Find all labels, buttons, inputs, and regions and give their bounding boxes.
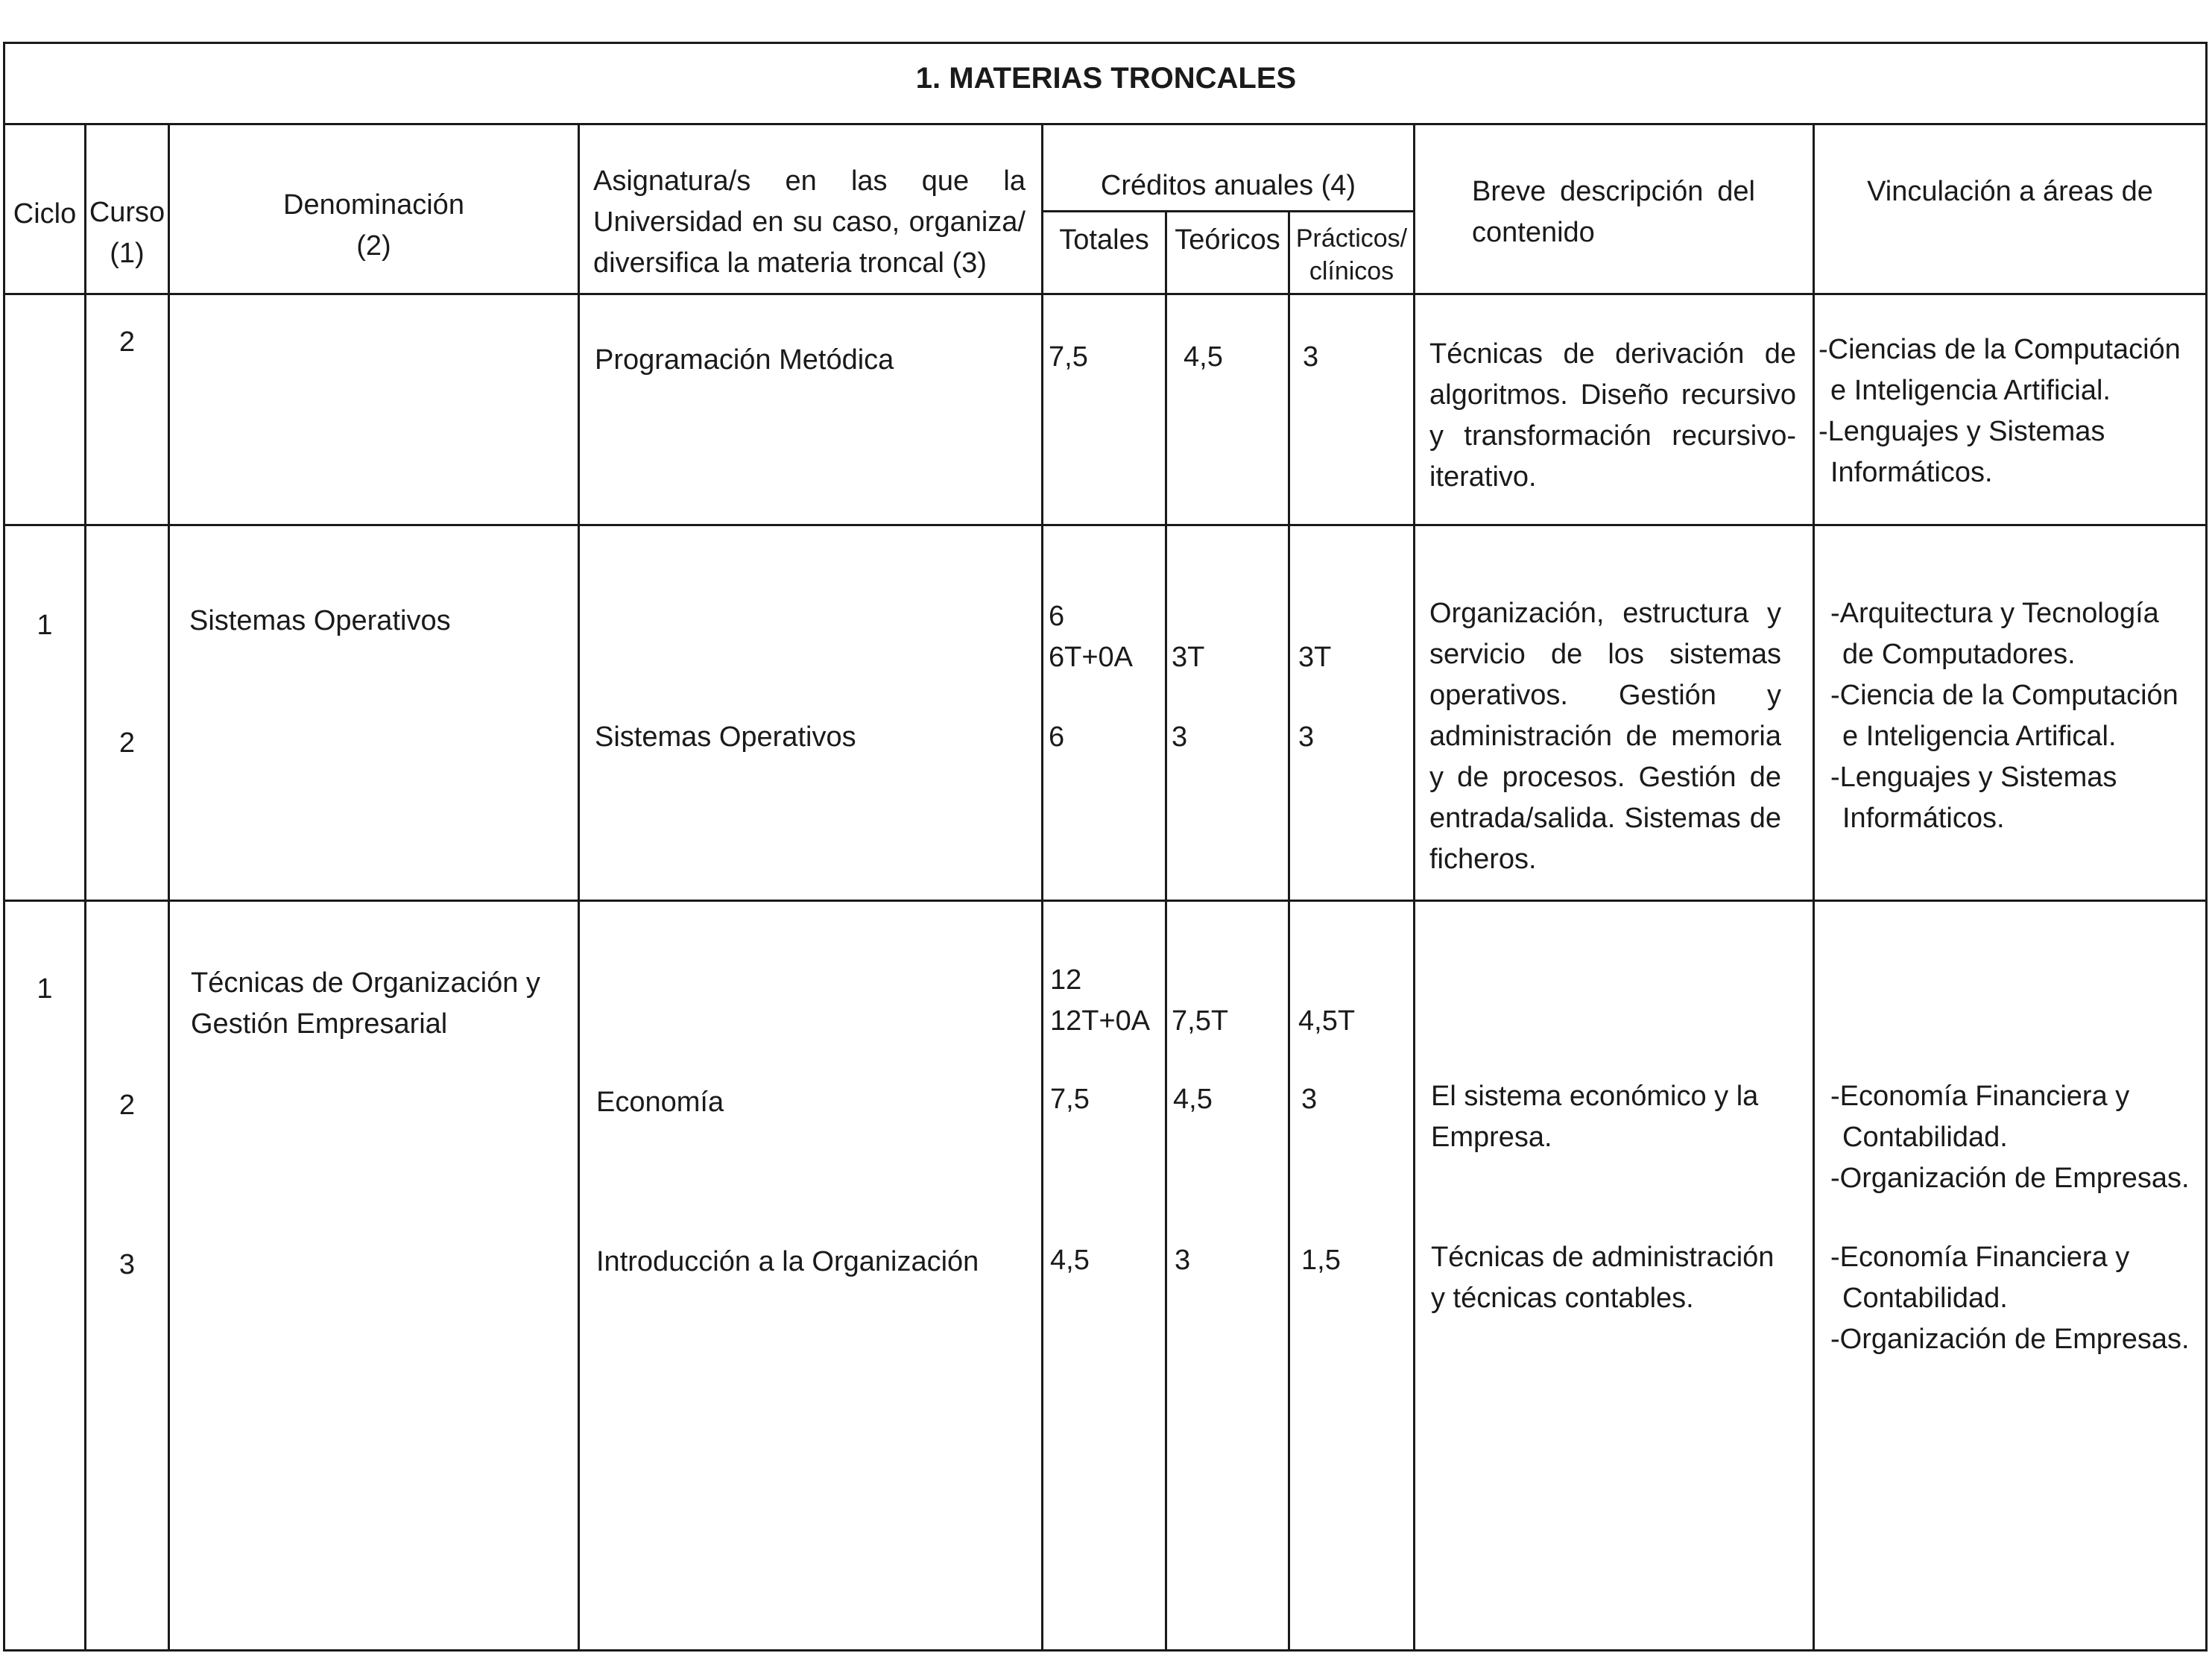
totales-line: 12T+0A [1050, 1005, 1151, 1037]
totales-line: 12 [1050, 964, 1082, 996]
header-curso-note: (1) [110, 238, 145, 269]
descripcion-cell [1431, 1237, 1774, 1319]
credits-subheader-divider [1041, 210, 1415, 212]
vinculacion-line: -Ciencias de la Computación [1818, 334, 2181, 365]
teoricos-cell: 3T [1172, 642, 1205, 673]
asignatura-cell: Sistemas Operativos [595, 721, 856, 753]
header-denominacion-note: (2) [356, 230, 391, 262]
practicos-cell: 3 [1303, 341, 1319, 373]
vinculacion-line: e Inteligencia Artifical. [1842, 721, 2117, 752]
descripcion-line: y técnicas contables. [1431, 1283, 1694, 1314]
vinculacion-line: -Arquitectura y Tecnología [1830, 598, 2159, 629]
curso-cell: 2 [118, 727, 136, 759]
vinculacion-cell [1830, 593, 2178, 839]
vinculacion-line: Contabilidad. [1842, 1122, 2008, 1153]
asignatura-cell: Introducción a la Organización [596, 1246, 979, 1277]
teoricos-cell: 4,5 [1184, 341, 1223, 373]
vinculacion-line: -Ciencia de la Computación [1830, 680, 2178, 711]
col-divider-totales [1165, 210, 1167, 1652]
vinculacion-line: -Lenguajes y Sistemas [1818, 416, 2105, 447]
descripcion-line: El sistema económico y la [1431, 1081, 1759, 1112]
header-curso-line: Curso [89, 197, 165, 228]
header-descripcion: Breve descripción del contenido [1472, 176, 1755, 248]
vinculacion-line: de Computadores. [1842, 639, 2076, 670]
descripcion-cell: Organización, estructura y servicio de los sistemas operativos. Gestión y administración de memoria y de procesos. Gestión de entrada/salida. Sistemas de ficheros. [1429, 598, 1781, 875]
vinculacion-line: -Organización de Empresas. [1830, 1163, 2190, 1194]
asignatura-cell: Economía [596, 1087, 724, 1118]
vinculacion-cell [1830, 1237, 2190, 1360]
totales-line: 6T+0A [1049, 642, 1134, 673]
header-practicos-line: Prácticos/ [1295, 224, 1408, 253]
practicos-cell: 3 [1301, 1084, 1318, 1115]
totales-cell [1050, 960, 1150, 1042]
vinculacion-line: -Economía Financiera y [1830, 1081, 2130, 1112]
totales-cell: 7,5 [1050, 1084, 1090, 1115]
curso-cell: 2 [118, 326, 136, 358]
header-asignatura: Asignatura/s en las que la Universidad en su caso, organiza/ diversifica la materia troncal (3) [593, 165, 1026, 279]
teoricos-cell: 3 [1172, 721, 1188, 753]
denominacion-line: Gestión Empresarial [191, 1008, 448, 1040]
table-title: 1. MATERIAS TRONCALES [915, 62, 1297, 95]
vinculacion-line: -Lenguajes y Sistemas [1830, 762, 2117, 793]
vinculacion-line: Contabilidad. [1842, 1283, 2008, 1314]
totales-cell: 6 [1049, 721, 1065, 753]
header-vinculacion [1813, 171, 2208, 212]
descripcion-line: Técnicas de administración [1431, 1242, 1775, 1273]
denominacion-line: Técnicas de Organización y [191, 967, 540, 999]
header-creditos: Créditos anuales (4) [1100, 170, 1356, 201]
totales-cell: 4,5 [1050, 1245, 1090, 1276]
vinculacion-line: Informáticos. [1842, 803, 2005, 834]
col-divider-asignatura [1041, 123, 1043, 1652]
totales-line: 6 [1049, 601, 1065, 632]
practicos-cell: 1,5 [1301, 1245, 1341, 1276]
totales-cell: 7,5 [1049, 341, 1088, 373]
header-curso [84, 192, 170, 274]
col-divider-creditos [1413, 123, 1415, 1652]
header-practicos-note: clínicos [1309, 257, 1394, 285]
header-totales: Totales [1059, 224, 1149, 256]
col-divider-descripcion [1813, 123, 1815, 1652]
header-teoricos: Teóricos [1175, 224, 1280, 256]
totales-cell [1049, 596, 1133, 678]
teoricos-cell: 7,5T [1172, 1005, 1229, 1037]
col-divider-denominacion [578, 123, 580, 1652]
denominacion-cell [191, 963, 540, 1045]
teoricos-cell: 4,5 [1173, 1084, 1213, 1115]
descripcion-cell [1431, 1076, 1758, 1158]
col-divider-teoricos [1288, 210, 1290, 1652]
header-ciclo: Ciclo [13, 198, 77, 230]
header-denominacion-line: Denominación [283, 189, 464, 221]
ciclo-cell: 1 [37, 610, 53, 641]
block-divider-2 [3, 900, 2208, 902]
vinculacion-line: e Inteligencia Artificial. [1830, 375, 2111, 406]
block-divider-1 [3, 524, 2208, 526]
vinculacion-line: -Organización de Empresas. [1830, 1324, 2190, 1355]
header-denominacion [168, 185, 580, 267]
practicos-cell: 3 [1298, 721, 1315, 753]
curso-cell: 3 [118, 1249, 136, 1280]
teoricos-cell: 3 [1175, 1245, 1191, 1276]
header-vinculacion-line: Vinculación a áreas de [1867, 176, 2153, 207]
descripcion-line: Empresa. [1431, 1122, 1552, 1153]
vinculacion-line: -Economía Financiera y [1830, 1242, 2130, 1273]
header-bottom-divider [3, 293, 2208, 295]
curso-cell: 2 [118, 1090, 136, 1121]
vinculacion-cell [1818, 329, 2181, 493]
practicos-cell: 3T [1298, 642, 1332, 673]
table-frame [3, 42, 2208, 1652]
ciclo-cell: 1 [37, 973, 53, 1005]
vinculacion-cell [1830, 1076, 2190, 1199]
descripcion-cell: Técnicas de derivación de algoritmos. Diseño recursivo y transformación recursivo-iterativo. [1429, 338, 1796, 493]
title-divider [3, 123, 2208, 125]
asignatura-cell: Programación Metódica [595, 344, 894, 376]
vinculacion-line: Informáticos. [1830, 457, 1993, 488]
header-practicos [1288, 222, 1415, 288]
denominacion-cell: Sistemas Operativos [189, 605, 451, 636]
practicos-cell: 4,5T [1298, 1005, 1356, 1037]
